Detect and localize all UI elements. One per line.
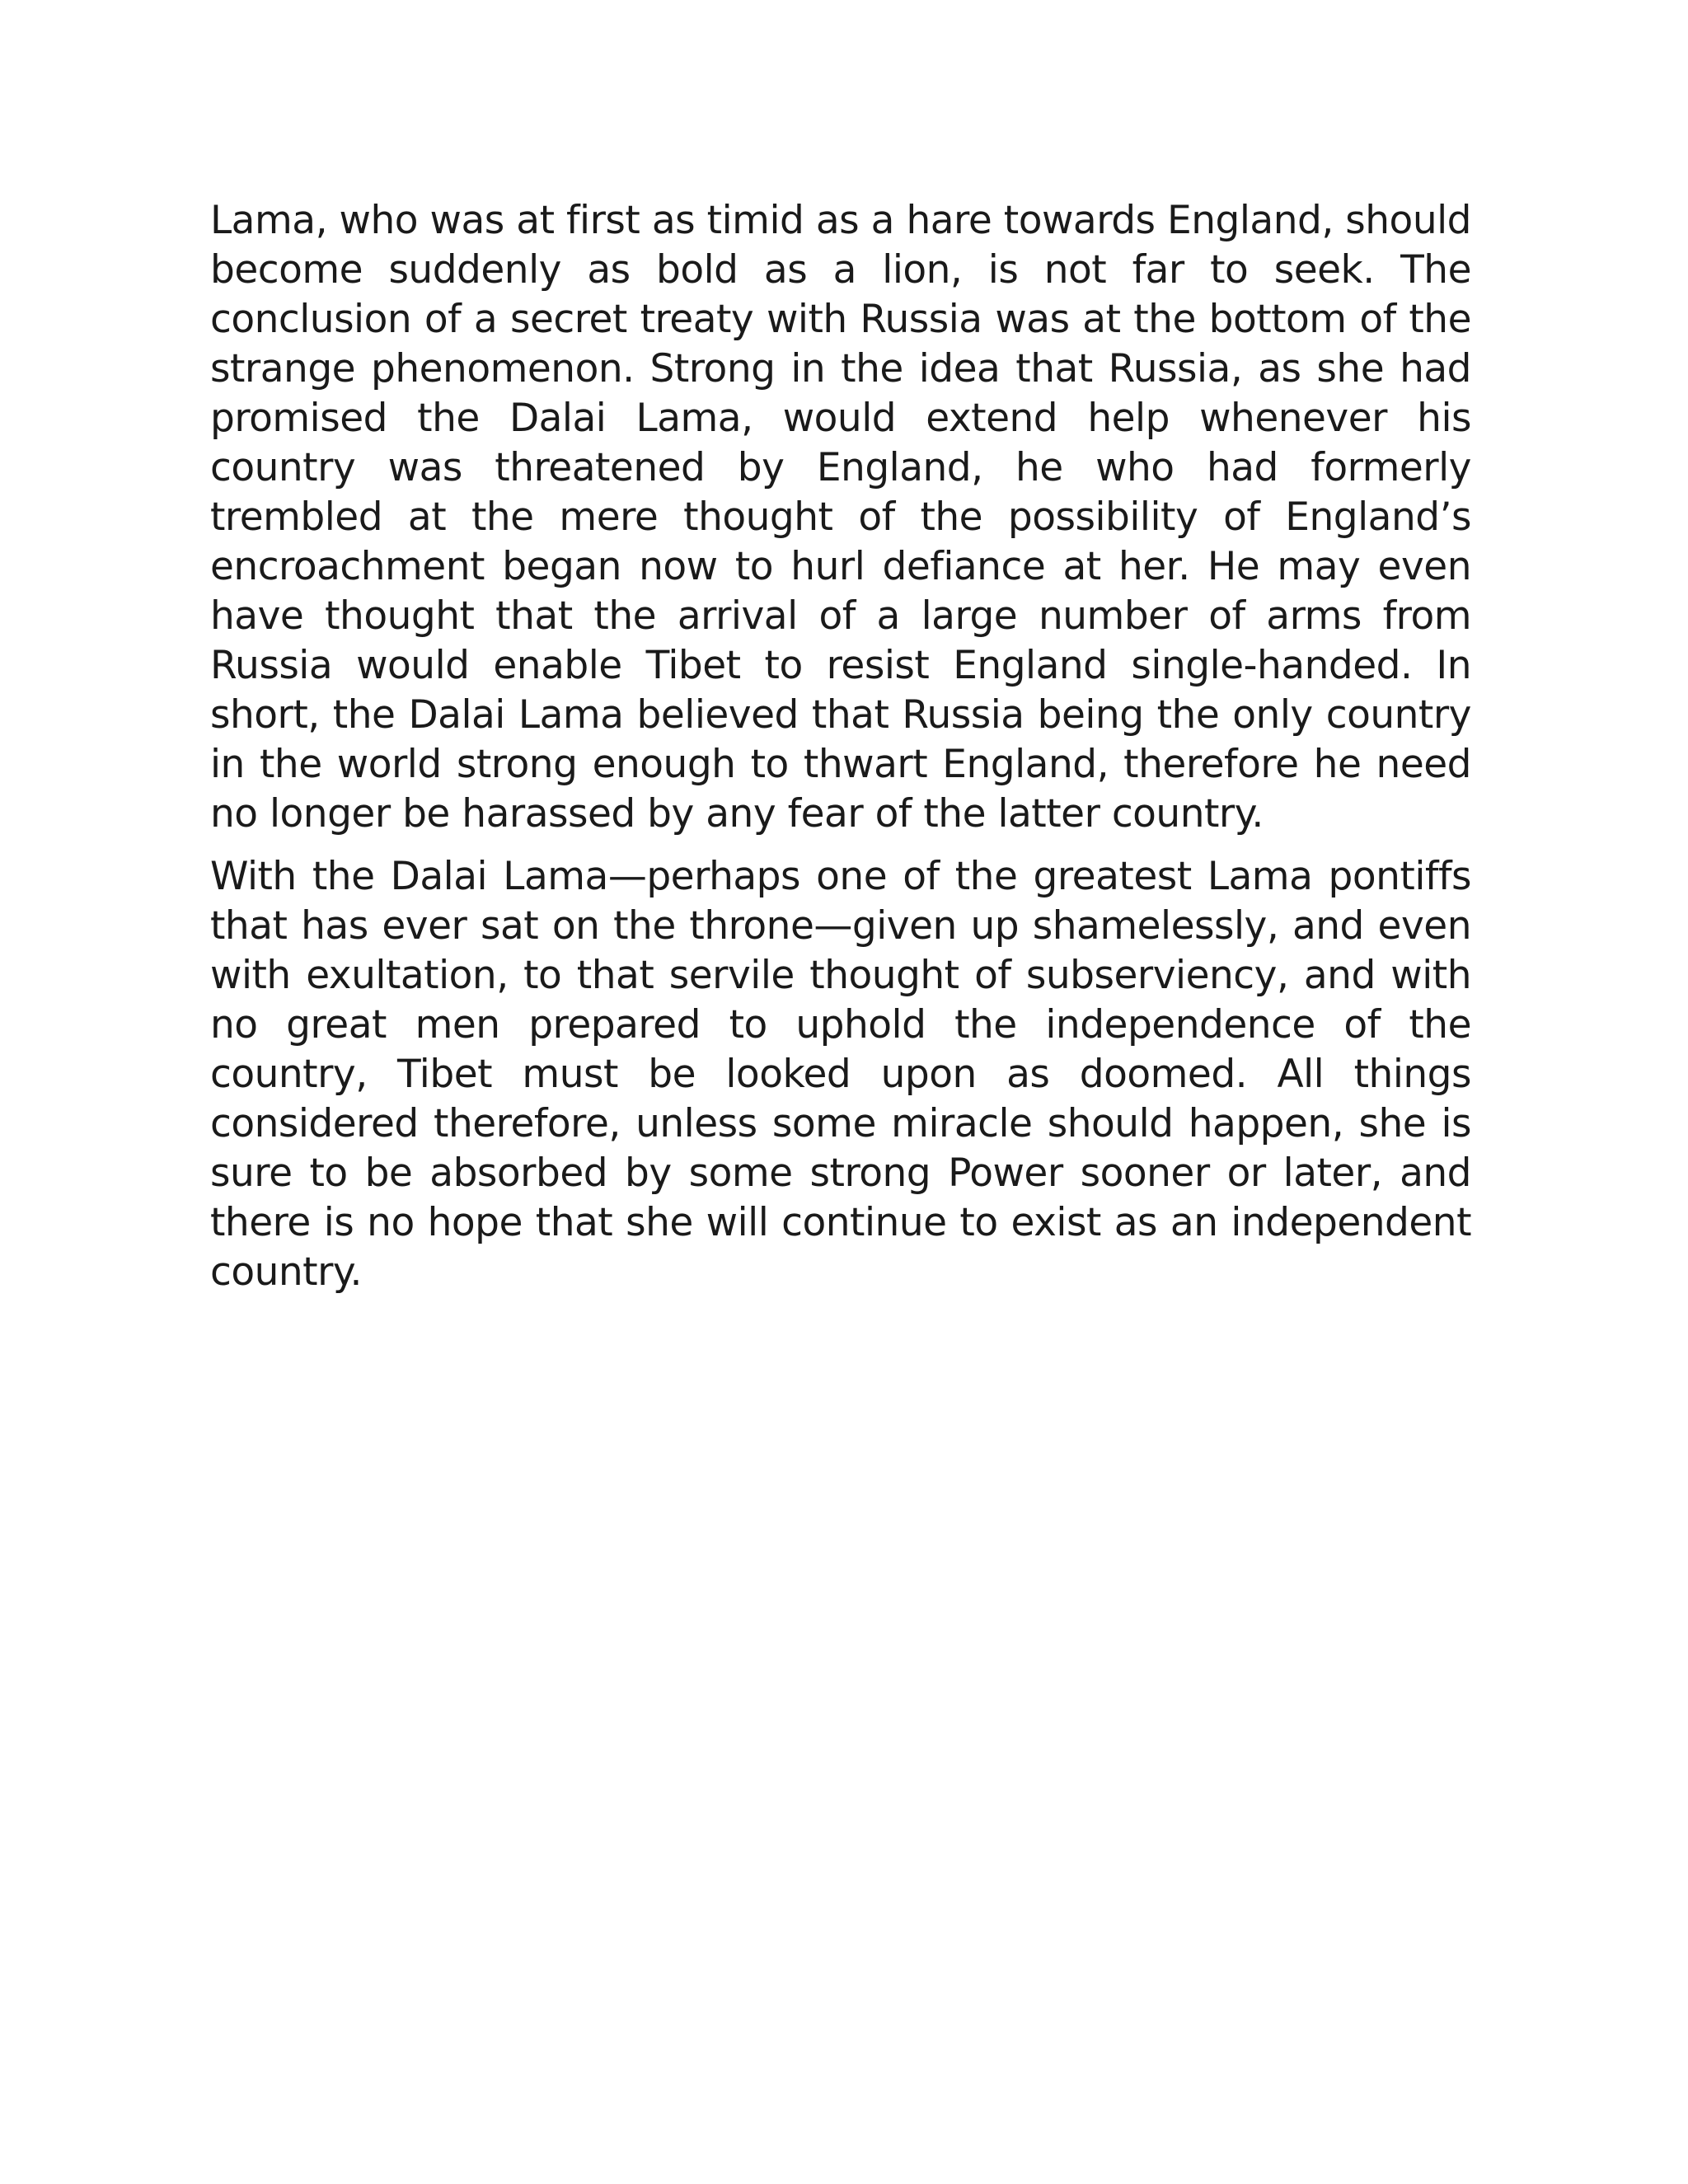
paragraph-2: With the Dalai Lama—perhaps one of the greatest Lama pontiffs that has ever sat on the throne—given up shamelessly, and even with exultation, to that servile thought of subserviency, and with no great men prepared to uphold the independence of the country, Tibet must be looked upon as doomed. All things considered therefore, unless some miracle should happen, she is sure to be absorbed by some strong Power sooner or later, and there is no hope that she will continue to exist as an independent country. bbox=[210, 854, 1471, 1295]
paragraph-1: Lama, who was at first as timid as a hare towards England, should become suddenly as bold as a lion, is not far to seek. The conclusion of a secret treaty with Russia was at the bottom of the strange phenomenon. Strong in the idea that Russia, as she had promised the Dalai Lama, would extend help whenever his country was threatened by England, he who had formerly trembled at the mere thought of the possibility of England’s encroachment began now to hurl defiance at her. He may even have thought that the arrival of a large number of arms from Russia would enable Tibet to resist England single-handed. In short, the Dalai Lama believed that Russia being the only country in the world strong enough to thwart England, therefore he need no longer be harassed by any fear of the latter country. bbox=[210, 198, 1471, 837]
body-text bbox=[210, 196, 1471, 1297]
